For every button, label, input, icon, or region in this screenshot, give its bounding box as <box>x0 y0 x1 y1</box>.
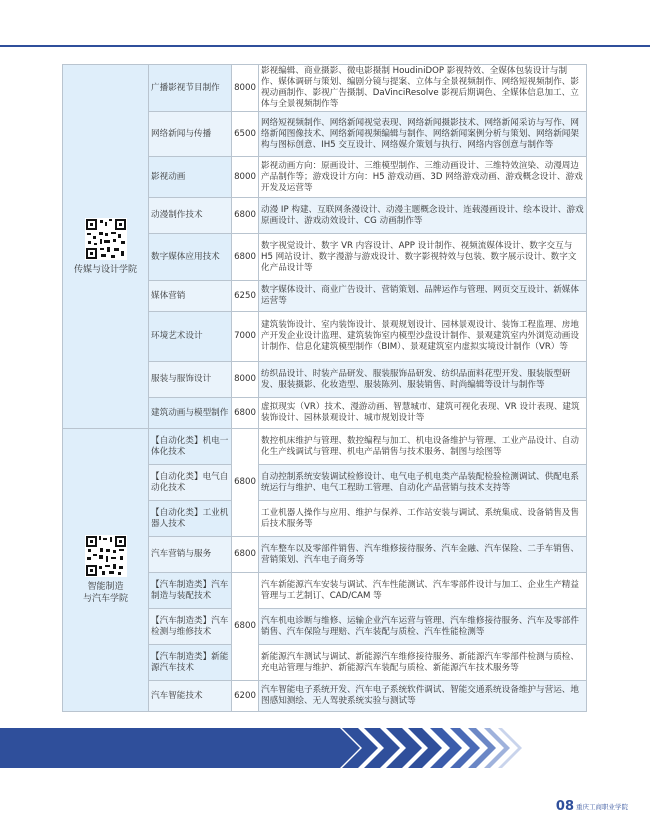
major-desc: 数字媒体设计、商业广告设计、营销策划、品牌运作与管理、网页交互设计、新媒体运营等 <box>259 281 587 312</box>
major-name: 汽车营销与服务 <box>149 537 232 573</box>
major-desc: 影视编辑、商业摄影、微电影摄制 HoudiniDOP 影视特效、全媒体包装设计与制作、媒体调研与策划、编剧分镜与提案、立体与全景视频制作、网络短视频制作、影视动画制作、影视广告摄制、DaVinciResolve 影视后期调色、全媒体信息加工、立体与全景视频制作等 <box>259 65 587 112</box>
major-desc: 汽车机电诊断与维修、运输企业汽车运营与管理、汽车维修接待服务、汽车及零部件销售、汽车保险与理赔、汽车装配与质检、汽车性能检测等 <box>259 609 587 645</box>
major-desc: 工业机器人操作与应用、维护与保养、工作站安装与调试、系统集成、设备销售及售后技术服务等 <box>259 501 587 537</box>
major-name: 媒体营销 <box>149 281 232 312</box>
major-desc: 汽车整车以及零部件销售、汽车维修接待服务、汽车金融、汽车保险、二手车销售、营销策划、汽车电子商务等 <box>259 537 587 573</box>
major-fee: 6800 <box>232 398 259 429</box>
major-name: 【自动化类】机电一体化技术 <box>149 429 232 465</box>
major-name: 环境艺术设计 <box>149 312 232 362</box>
major-desc: 建筑装饰设计、室内装饰设计、景观规划设计、园林景观设计、装饰工程监理、房地产开发企业设计监理、建筑装饰室内模型沙盘设计制作、景观建筑室内外浏览动画设计制作、信息化建筑模型制作（BIM）、景观建筑室内虚拟实境设计制作（VR）等 <box>259 312 587 362</box>
major-fee: 7000 <box>232 312 259 362</box>
school-logo-text: 重庆工商职业学院 <box>576 803 628 811</box>
college-name <box>65 581 146 605</box>
major-name: 网络新闻与传播 <box>149 112 232 157</box>
major-fee: 6800 <box>232 234 259 281</box>
major-fee: 8000 <box>232 157 259 198</box>
major-fee: 8000 <box>232 65 259 112</box>
college-name-line: 与汽车学院 <box>82 594 128 604</box>
major-fee: 8000 <box>232 362 259 398</box>
major-fee: 6800 <box>232 198 259 234</box>
major-desc: 影视动画方向：原画设计、三维模型制作、三维动画设计、三维特效渲染、动漫周边产品制作等；游戏设计方向：H5 游戏动画、3D 网络游戏动画、游戏概念设计、游戏开发及运营等 <box>259 157 587 198</box>
major-desc: 虚拟现实（VR）技术、漫游动画、智慧城市、建筑可视化表现、VR 设计表现、建筑装饰设计、园林景观设计、城市规划设计等 <box>259 398 587 429</box>
major-desc: 自动控制系统安装调试检修设计、电气电子机电类产品装配检验检测调试、供配电系统运行与维护、电气工程助工管理、自动化产品营销与技术支持等 <box>259 465 587 501</box>
major-desc: 数控机床维护与管理、数控编程与加工、机电设备维护与管理、工业产品设计、自动化生产线调试与管理、机电产品销售与技术服务、制图与绘图等 <box>259 429 587 465</box>
major-name: 【汽车制造类】汽车制造与装配技术 <box>149 573 232 609</box>
major-name: 【自动化类】电气自动化技术 <box>149 465 232 501</box>
major-name: 数字媒体应用技术 <box>149 234 232 281</box>
major-desc: 新能源汽车测试与调试、新能源汽车维修接待服务、新能源汽车零部件检测与质检、充电站管理与维护、新能源汽车装配与质检、新能源汽车技术服务等 <box>259 645 587 681</box>
page-number: 08 <box>555 799 574 814</box>
page-footer <box>556 799 628 814</box>
major-name: 影视动画 <box>149 157 232 198</box>
college-name-line: 智能制造 <box>87 582 124 592</box>
major-name: 服装与服饰设计 <box>149 362 232 398</box>
major-name: 广播影视节目制作 <box>149 65 232 112</box>
major-desc: 动漫 IP 构建、互联网条漫设计、动漫主题概念设计、连载漫画设计、绘本设计、游戏原画设计、游戏动效设计、CG 动画制作等 <box>259 198 587 234</box>
major-name: 【汽车制造类】新能源汽车技术 <box>149 645 232 681</box>
decorative-chevron-band <box>0 728 650 768</box>
major-desc: 数字视觉设计、数字 VR 内容设计、APP 设计制作、视频流媒体设计、数字交互与 H5 网站设计、数字漫游与游戏设计、数字影视特效与包装、数字展示设计、数字文化产品设计等 <box>259 234 587 281</box>
major-fee: 6800 <box>232 429 259 537</box>
top-rule <box>0 45 650 47</box>
major-fee: 6800 <box>232 537 259 573</box>
majors-table <box>62 64 587 712</box>
qr-code-icon <box>85 535 127 577</box>
major-fee: 6800 <box>232 573 259 681</box>
college-cell <box>63 65 149 429</box>
qr-code-icon <box>85 218 127 260</box>
major-fee: 6250 <box>232 281 259 312</box>
college-cell <box>63 429 149 712</box>
major-desc: 纺织品设计、时装产品研发、服装服饰品研发、纺织品面料花型开发、服装版型研发、服装摄影、化妆造型、服装陈列、服装销售、时尚编辑等设计与制作等 <box>259 362 587 398</box>
major-name: 汽车智能技术 <box>149 681 232 712</box>
major-desc: 汽车智能电子系统开发、汽车电子系统软件调试、智能交通系统设备维护与营运、地图感知测绘、无人驾驶系统实验与测试等 <box>259 681 587 712</box>
major-name: 【自动化类】工业机器人技术 <box>149 501 232 537</box>
major-desc: 汽车新能源汽车安装与调试、汽车性能测试、汽车零部件设计与加工、企业生产精益管理与工艺制订、CAD/CAM 等 <box>259 573 587 609</box>
major-desc: 网络短视频制作、网络新闻视觉表现、网络新闻摄影技术、网络新闻采访与写作、网络新闻图像技术、网络新闻视频编辑与制作、网络新闻案例分析与策划、网络新闻架构与图标创意、IH5 交互设计、网络媒介策划与执行、网络内容创意与制作等 <box>259 112 587 157</box>
major-name: 建筑动画与模型制作 <box>149 398 232 429</box>
major-name: 【汽车制造类】汽车检测与维修技术 <box>149 609 232 645</box>
major-fee: 6500 <box>232 112 259 157</box>
major-fee: 6200 <box>232 681 259 712</box>
major-name: 动漫制作技术 <box>149 198 232 234</box>
college-name: 传媒与设计学院 <box>73 264 137 275</box>
